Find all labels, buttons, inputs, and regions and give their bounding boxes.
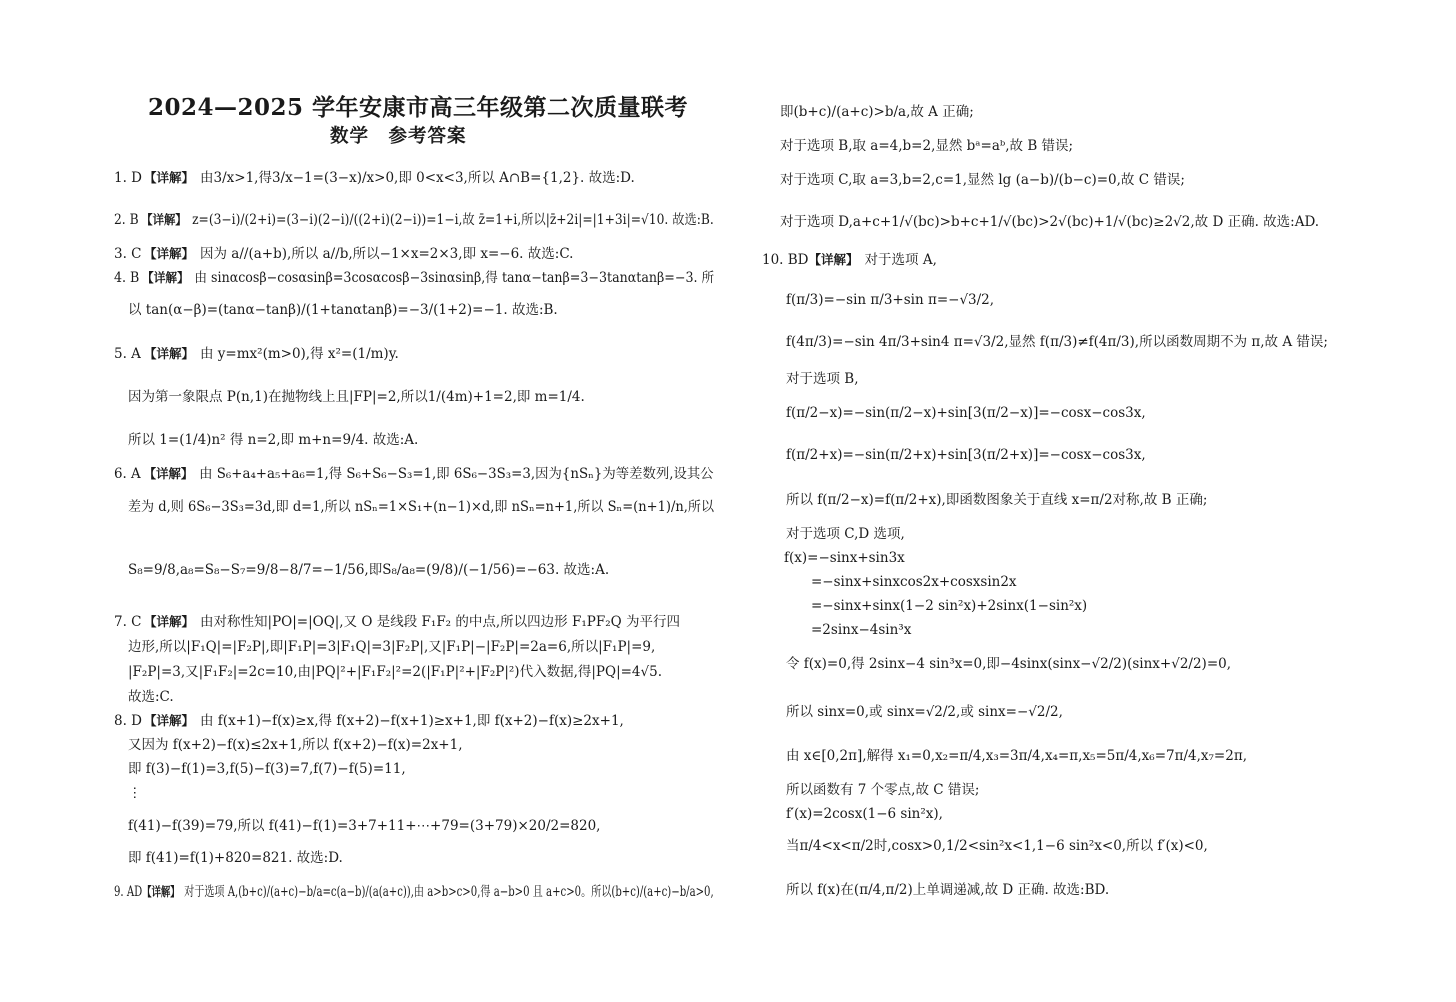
page-title: 2024—2025 学年安康市高三年级第二次质量联考 xyxy=(148,94,689,121)
answer-text: f(4π/3)=−sin 4π/3+sin4 π=√3/2,显然 f(π/3)≠f(4π/3),所以函数周期不为 π,故 A 错误; xyxy=(786,334,1328,350)
answer-line xyxy=(780,138,1073,155)
answer-text: 由对称性知|PO|=|OQ|,又 O 是线段 F₁F₂ 的中点,所以四边形 F₁PF₂Q 为平行四 xyxy=(200,614,680,630)
answer-line xyxy=(128,302,558,319)
question-number: 4. B xyxy=(114,270,140,286)
question-number: 3. C xyxy=(114,246,142,262)
answer-line xyxy=(128,664,662,681)
answer-line xyxy=(786,292,994,309)
answer-text: 令 f(x)=0,得 2sinx−4 sin³x=0,即−4sinx(sinx−√2/2)(sinx+√2/2)=0, xyxy=(786,656,1232,672)
answer-line xyxy=(128,499,714,516)
answer-text: f(π/3)=−sin π/3+sin π=−√3/2, xyxy=(786,292,995,308)
solution-tag: 【详解】 xyxy=(143,466,194,481)
answer-text: 对于选项 A,(b+c)/(a+c)−b/a=c(a−b)/(a(a+c)),由 a>b>c>0,得 a−b>0 且 a+c>0。所以(b+c)/(a+c)−b/a>0, xyxy=(184,884,714,900)
answer-line xyxy=(786,334,1328,351)
answer-text: 对于选项 B, xyxy=(786,371,859,387)
solution-tag: 【详解】 xyxy=(141,212,187,227)
answer-text: f(π/2+x)=−sin(π/2+x)+sin[3(π/2+x)]=−cosx−cos3x, xyxy=(786,447,1146,463)
answer-line xyxy=(784,622,911,639)
answer-line xyxy=(784,598,1087,615)
answer-line xyxy=(780,172,1185,189)
answer-line xyxy=(786,371,859,388)
answer-line xyxy=(784,574,1017,591)
question-number: 5. A xyxy=(114,346,141,362)
question-number: 7. C xyxy=(114,614,142,630)
answer-line xyxy=(114,713,624,730)
answer-text: ⋮ xyxy=(128,785,142,801)
answer-text: 所以函数有 7 个零点,故 C 错误; xyxy=(786,782,980,798)
question-number: 1. D xyxy=(114,170,142,186)
answer-text: =2sinx−4sin³x xyxy=(784,622,912,638)
answer-line xyxy=(786,704,1063,721)
answer-line xyxy=(780,214,1319,231)
answer-text: =−sinx+sinx(1−2 sin²x)+2sinx(1−sin²x) xyxy=(784,598,1088,614)
answer-text: 即(b+c)/(a+c)>b/a,故 A 正确; xyxy=(780,104,974,120)
answer-text: f(41)−f(39)=79,所以 f(41)−f(1)=3+7+11+⋯+79=(3+79)×20/2=820, xyxy=(128,818,601,834)
answer-line xyxy=(128,639,655,656)
answer-text: 因为第一象限点 P(n,1)在抛物线上且|FP|=2,所以1/(4m)+1=2,即 m=1/4. xyxy=(128,389,585,405)
answer-text: 对于选项 D,a+c+1/√(bc)>b+c+1/√(bc)>2√(bc)+1/√(bc)≥2√2,故 D 正确. 故选:AD. xyxy=(780,214,1320,230)
answer-text: 即 f(3)−f(1)=3,f(5)−f(3)=7,f(7)−f(5)=11, xyxy=(128,761,406,777)
answer-line xyxy=(128,850,343,867)
answer-line xyxy=(786,806,943,823)
answer-line xyxy=(786,748,1247,765)
answer-line xyxy=(114,466,714,483)
answer-text: 故选:C. xyxy=(128,689,174,705)
question-number: 8. D xyxy=(114,713,142,729)
answer-text: 所以 sinx=0,或 sinx=√2/2,或 sinx=−√2/2, xyxy=(786,704,1063,720)
answer-text: 差为 d,则 6S₆−3S₃=3d,即 d=1,所以 nSₙ=1×S₁+(n−1)×d,即 nSₙ=n+1,所以 Sₙ=(n+1)/n,所以 xyxy=(128,499,715,515)
solution-tag: 【详解】 xyxy=(144,713,195,728)
answer-line xyxy=(114,270,714,287)
answer-line xyxy=(128,389,585,406)
answer-line xyxy=(114,346,399,363)
answer-text: =−sinx+sinxcos2x+cosxsin2x xyxy=(784,574,1017,590)
answer-line xyxy=(128,689,174,706)
answer-text: 由 f(x+1)−f(x)≥x,得 f(x+2)−f(x+1)≥x+1,即 f(x+2)−f(x)≥2x+1, xyxy=(200,713,624,729)
answer-line xyxy=(786,405,1146,422)
answer-line xyxy=(786,838,1208,855)
answer-text: f(x)=−sinx+sin3x xyxy=(784,550,905,566)
answer-text: 由3/x>1,得3/x−1=(3−x)/x>0,即 0<x<3,所以 A∩B={1,2}. 故选:D. xyxy=(200,170,635,186)
answer-line xyxy=(762,252,937,269)
question-number: 2. B xyxy=(114,212,139,228)
answer-text: 由 S₆+a₄+a₅+a₆=1,得 S₆+S₆−S₃=1,即 6S₆−3S₃=3,因为{nSₙ}为等差数列,设其公 xyxy=(199,466,714,482)
answer-text: 即 f(41)=f(1)+820=821. 故选:D. xyxy=(128,850,343,866)
answer-line xyxy=(128,562,609,579)
answer-text: 由 y=mx²(m>0),得 x²=(1/m)y. xyxy=(200,346,399,362)
answer-line xyxy=(128,785,142,802)
answer-text: 由 x∈[0,2π],解得 x₁=0,x₂=π/4,x₃=3π/4,x₄=π,x₅=5π/4,x₆=7π/4,x₇=2π, xyxy=(786,748,1247,764)
answer-line xyxy=(784,550,905,567)
answer-text: 以 tan(α−β)=(tanα−tanβ)/(1+tanαtanβ)=−3/(1+2)=−1. 故选:B. xyxy=(128,302,558,318)
answer-text: f′(x)=2cosx(1−6 sin²x), xyxy=(786,806,943,822)
solution-tag: 【详解】 xyxy=(142,884,180,899)
answer-line xyxy=(128,818,600,835)
answer-text: 由 sinαcosβ−cosαsinβ=3cosαcosβ−3sinαsinβ,得 tanα−tanβ=3−3tanαtanβ=−3. 所 xyxy=(194,270,715,286)
question-number: 6. A xyxy=(114,466,141,482)
answer-line xyxy=(114,884,714,901)
answer-text: 因为 a//(a+b),所以 a//b,所以−1×x=2×3,即 x=−6. 故选:C. xyxy=(200,246,574,262)
solution-tag: 【详解】 xyxy=(144,246,195,261)
answer-line xyxy=(786,492,1207,509)
answer-line xyxy=(114,170,635,187)
answer-line xyxy=(114,212,714,229)
question-number: 10. BD xyxy=(762,252,809,268)
solution-tag: 【详解】 xyxy=(808,252,859,267)
answer-line xyxy=(128,432,418,449)
answer-text: S₈=9/8,a₈=S₈−S₇=9/8−8/7=−1/56,即S₈/a₈=(9/8)/(−1/56)=−63. 故选:A. xyxy=(128,562,610,578)
answer-text: 所以 f(π/2−x)=f(π/2+x),即函数图象关于直线 x=π/2对称,故 B 正确; xyxy=(786,492,1208,508)
answer-line xyxy=(128,761,406,778)
answer-text: 对于选项 C,取 a=3,b=2,c=1,显然 lg (a−b)/(b−c)=0,故 C 错误; xyxy=(780,172,1185,188)
answer-text: 当π/4<x<π/2时,cosx>0,1/2<sin²x<1,1−6 sin²x<0,所以 f′(x)<0, xyxy=(786,838,1208,854)
answer-text: f(π/2−x)=−sin(π/2−x)+sin[3(π/2−x)]=−cosx−cos3x, xyxy=(786,405,1146,421)
answer-text: 对于选项 A, xyxy=(864,252,937,268)
answer-text: 所以 1=(1/4)n² 得 n=2,即 m+n=9/4. 故选:A. xyxy=(128,432,419,448)
answer-line xyxy=(114,246,573,263)
answer-text: 又因为 f(x+2)−f(x)≤2x+1,所以 f(x+2)−f(x)=2x+1, xyxy=(128,737,463,753)
answer-text: 对于选项 B,取 a=4,b=2,显然 bᵃ=aᵇ,故 B 错误; xyxy=(780,138,1074,154)
answer-line xyxy=(786,882,1109,899)
answer-line xyxy=(786,782,979,799)
question-number: 9. AD xyxy=(114,884,143,900)
answer-line xyxy=(114,614,680,631)
solution-tag: 【详解】 xyxy=(144,346,195,361)
answer-text: 边形,所以|F₁Q|=|F₂P|,即|F₁P|=3|F₁Q|=3|F₂P|,又|F₁P|−|F₂P|=2a=6,所以|F₁P|=9, xyxy=(128,639,656,655)
answer-text: |F₂P|=3,又|F₁F₂|=2c=10,由|PQ|²+|F₁F₂|²=2(|F₁P|²+|F₂P|²)代入数据,得|PQ|=4√5. xyxy=(128,664,662,680)
answer-line xyxy=(780,104,974,121)
answer-text: z=(3−i)/(2+i)=(3−i)(2−i)/((2+i)(2−i))=1−i,故 z̄=1+i,所以|z̄+2i|=|1+3i|=√10. 故选:B. xyxy=(192,212,714,228)
solution-tag: 【详解】 xyxy=(144,170,195,185)
solution-tag: 【详解】 xyxy=(144,614,195,629)
page-subtitle: 数学 参考答案 xyxy=(330,126,467,147)
answer-line xyxy=(786,656,1231,673)
answer-text: 对于选项 C,D 选项, xyxy=(786,526,905,542)
answer-text: 所以 f(x)在(π/4,π/2)上单调递减,故 D 正确. 故选:BD. xyxy=(786,882,1110,898)
answer-line xyxy=(786,447,1146,464)
answer-line xyxy=(128,737,463,754)
answer-line xyxy=(786,526,905,543)
solution-tag: 【详解】 xyxy=(142,270,189,285)
